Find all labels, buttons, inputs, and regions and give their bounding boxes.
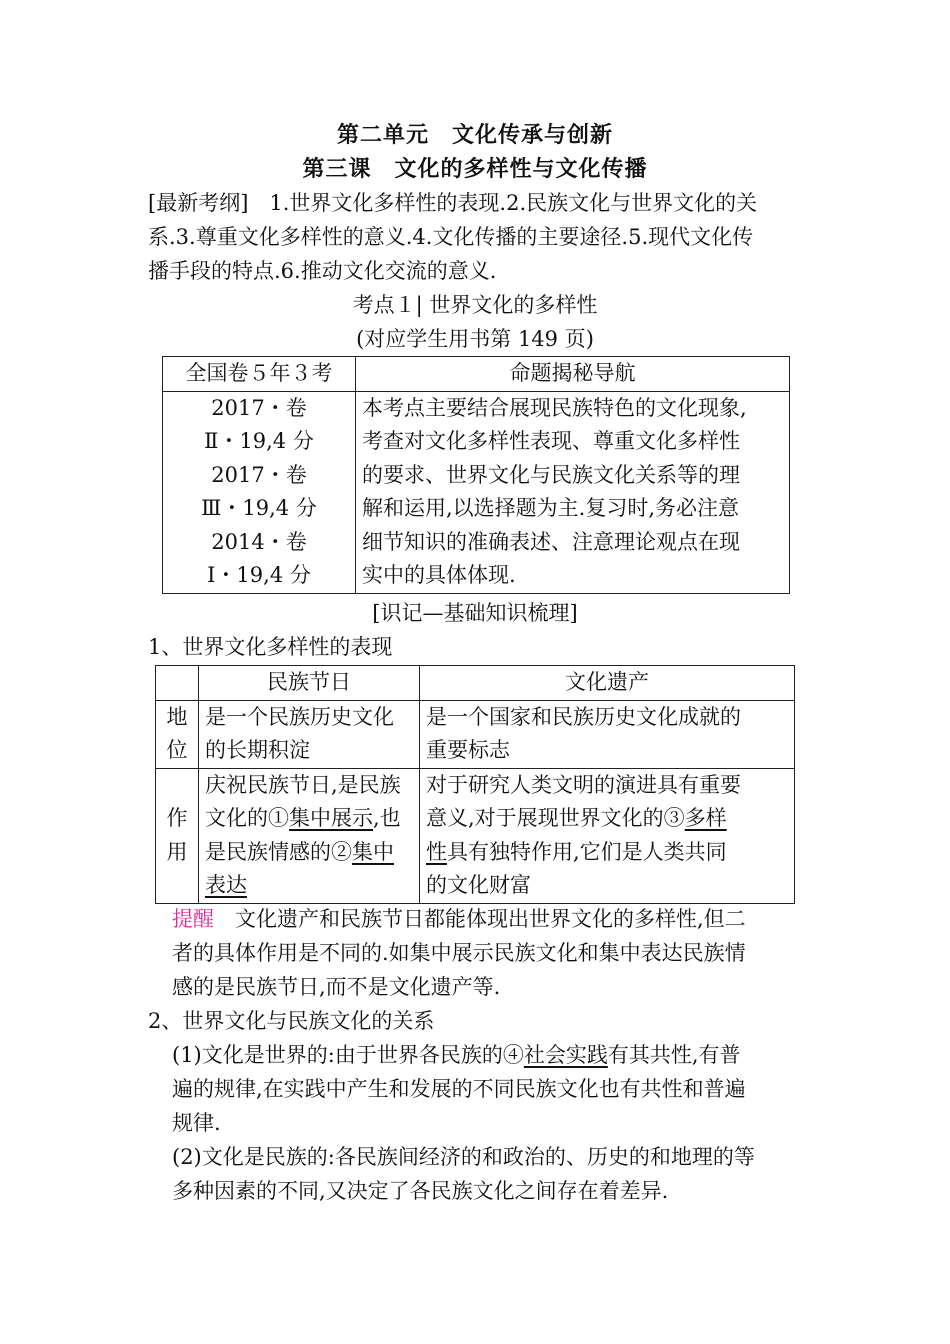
guide-line: 考查对文化多样性表现、尊重文化多样性: [362, 429, 740, 453]
row-header-status: [156, 700, 199, 768]
exam-table-header-right: 命题揭秘导航: [356, 357, 790, 392]
exam-year-line: 2014・卷: [211, 529, 307, 554]
outline-line-3: 播手段的特点.6.推动文化交流的意义.: [148, 259, 497, 283]
exam-year-line: Ⅲ・19,4 分: [201, 496, 317, 520]
row-head-char: 作: [166, 806, 188, 830]
guide-line: 的要求、世界文化与民族文化关系等的理: [362, 462, 740, 487]
cell-text: 意义,对于展现世界文化的③: [426, 806, 685, 830]
blank-answer-2: 集中: [352, 839, 394, 864]
heritage-status: [420, 700, 795, 768]
row-head-char: 位: [166, 738, 188, 762]
diversity-table: [155, 665, 795, 904]
cell-line: 是一个国家和民族历史文化成就的: [426, 704, 741, 729]
col-header-festival: 民族节日: [199, 666, 420, 701]
cell-line: [426, 802, 788, 836]
lesson-title: 第三课 文化的多样性与文化传播: [302, 156, 648, 182]
relation-p1-line-3: 规律.: [172, 1111, 221, 1135]
outline-line-2: 系.3.尊重文化多样性的意义.4.文化传播的主要途径.5.现代文化传: [148, 225, 754, 249]
row-head-char: 地: [166, 704, 188, 729]
col-header-heritage: 文化遗产: [420, 666, 795, 701]
tip-line-3: 感的是民族节日,而不是文化遗产等.: [172, 975, 501, 999]
relation-p2-line-2: 多种因素的不同,又决定了各民族文化之间存在着差异.: [172, 1179, 669, 1203]
tip-line-1: [172, 902, 746, 936]
row-head-char: 用: [166, 839, 188, 864]
cell-text: ,也: [373, 806, 401, 830]
exam-year-line: 2017・卷: [211, 395, 307, 420]
cell-line: 是一个民族历史文化: [205, 704, 394, 729]
blank-answer-4: 社会实践: [523, 1043, 608, 1067]
blank-answer-1: 集中展示: [289, 806, 373, 830]
blank-answer-3-cont: 性: [426, 839, 447, 864]
relation-p2-line-1: (2)文化是民族的:各民族间经济的和政治的、历史的和地理的等: [172, 1145, 755, 1169]
row-header-role: [156, 768, 199, 903]
blank-answer-3: 多样: [684, 806, 727, 830]
kaodian-title: 考点１| 世界文化的多样性: [352, 293, 598, 317]
section-2-title: 2、世界文化与民族文化的关系: [148, 1009, 435, 1033]
section-1-title: 1、世界文化多样性的表现: [148, 635, 393, 659]
kaodian-ref: (对应学生用书第 149 页): [356, 327, 594, 351]
cell-line: 庆祝民族节日,是民族: [205, 772, 401, 797]
guide-line: 本考点主要结合展现民族特色的文化现象,: [362, 395, 747, 420]
cell-line: [426, 836, 788, 870]
festival-status: [199, 700, 420, 768]
cell-line: 的长期积淀: [205, 738, 310, 762]
unit-title: 第二单元 文化传承与创新: [336, 122, 613, 148]
exam-year-line: Ⅱ・19,4 分: [204, 429, 314, 453]
guide-line: 实中的具体体现.: [362, 563, 516, 587]
exam-table-header-left: 全国卷５年３考: [163, 357, 356, 392]
tip-text: 文化遗产和民族节日都能体现出世界文化的多样性,但二: [214, 907, 746, 931]
cell-line: [205, 836, 413, 870]
tip-line-2: 者的具体作用是不同的.如集中展示民族文化和集中表达民族情: [172, 941, 746, 965]
festival-role: [199, 768, 420, 903]
relation-p1-line-2: 遍的规律,在实践中产生和发展的不同民族文化也有共性和普遍: [172, 1077, 746, 1101]
cell-text: 是民族情感的②: [205, 839, 352, 864]
heritage-role: [420, 768, 795, 903]
para-text: 有其共性,有普: [607, 1043, 741, 1067]
cell-line: 对于研究人类文明的演进具有重要: [426, 772, 741, 797]
exam-table: [162, 356, 790, 594]
exam-year-line: Ⅰ・19,4 分: [207, 563, 311, 587]
exam-year-line: 2017・卷: [211, 462, 307, 487]
cell-line: 的文化财富: [426, 873, 531, 897]
cell-line: [205, 869, 413, 903]
cell-line: [205, 802, 413, 836]
outline-line-1: [最新考纲] 1.世界文化多样性的表现.2.民族文化与世界文化的关: [148, 191, 758, 215]
exam-table-years: [163, 391, 356, 593]
tip-label: 提醒: [172, 907, 214, 931]
para-text: (1)文化是世界的:由于世界各民族的④: [172, 1043, 524, 1067]
guide-line: 解和运用,以选择题为主.复习时,务必注意: [362, 496, 740, 520]
cell-text: 具有独特作用,它们是人类共同: [447, 839, 727, 864]
section-label: [识记—基础知识梳理]: [372, 601, 578, 625]
guide-line: 细节知识的准确表述、注意理论观点在现: [362, 529, 740, 554]
blank-answer-2-cont: 表达: [205, 873, 247, 897]
cell-line: 重要标志: [426, 738, 510, 762]
relation-p1-line-1: [172, 1038, 741, 1072]
diversity-table-corner: [156, 666, 199, 701]
exam-table-guide: [356, 391, 790, 593]
cell-text: 文化的①: [205, 806, 289, 830]
